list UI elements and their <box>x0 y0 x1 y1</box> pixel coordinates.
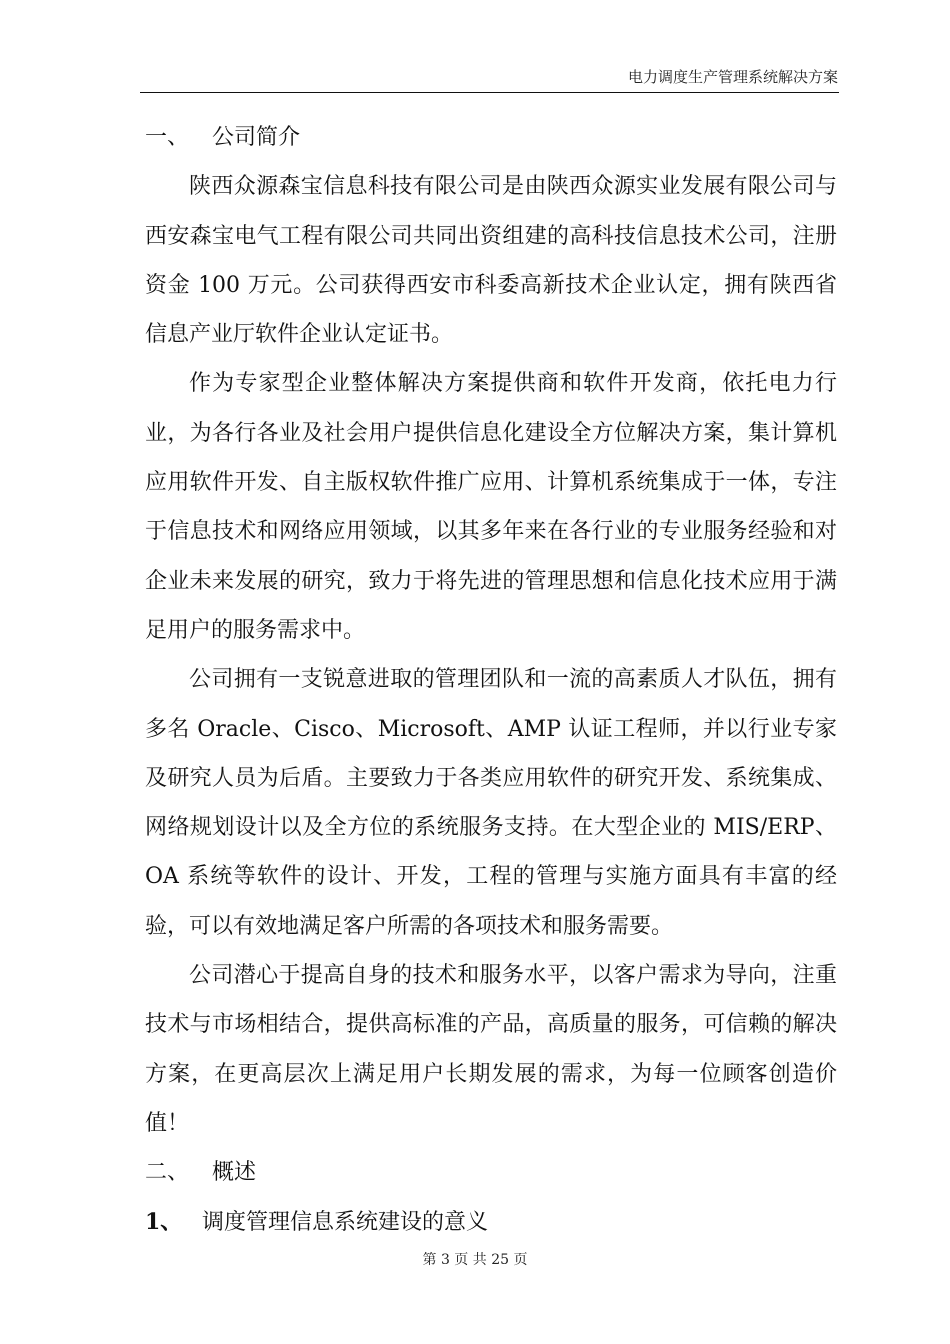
paragraph: 陕西众源森宝信息科技有限公司是由陕西众源实业发展有限公司与西安森宝电气工程有限公司共同出资组建的高科技信息技术公司，注册资金 100 万元。公司获得西安市科委高新技术企业认定，拥有陕西省信息产业厅软件企业认定证书。 <box>145 174 837 348</box>
paragraph: 公司拥有一支锐意进取的管理团队和一流的高素质人才队伍，拥有多名 Oracle、Cisco、Microsoft、AMP 认证工程师，并以行业专家及研究人员为后盾。主要致力于各类应用软件的研究开发、系统集成、网络规划设计以及全方位的系统服务支持。在大型企业的 MIS/ERP、OA 系统等软件的设计、开发，工程的管理与实施方面具有丰富的经验，可以有效地满足客户所需的各项技术和服务需要。 <box>145 667 837 939</box>
section-heading-1 <box>145 113 837 162</box>
section-number: 二、 <box>145 1160 190 1186</box>
paragraph: 公司潜心于提高自身的技术和服务水平，以客户需求为导向，注重技术与市场相结合，提供高标准的产品，高质量的服务，可信赖的解决方案，在更高层次上满足用户长期发展的需求，为每一位顾客创造价值！ <box>145 963 837 1136</box>
section-number: 一、 <box>145 125 190 150</box>
section-title: 概述 <box>212 1160 257 1186</box>
subsection-title: 调度管理信息系统建设的意义 <box>202 1209 489 1235</box>
header-title: 电力调度生产管理系统解决方案 <box>627 68 838 86</box>
header-divider <box>140 92 839 93</box>
section-heading-2 <box>145 1148 837 1197</box>
section-title: 公司简介 <box>212 125 301 150</box>
paragraph: 作为专家型企业整体解决方案提供商和软件开发商，依托电力行业，为各行各业及社会用户提供信息化建设全方位解决方案，集计算机应用软件开发、自主版权软件推广应用、计算机系统集成于一体，专注于信息技术和网络应用领域，以其多年来在各行业的专业服务经验和对企业未来发展的研究，致力于将先进的管理思想和信息化技术应用于满足用户的服务需求中。 <box>145 371 837 643</box>
subsection-heading-1 <box>145 1198 837 1247</box>
page-number: 第 3 页 共 25 页 <box>422 1252 528 1268</box>
document-body <box>145 113 837 1247</box>
subsection-number: 1、 <box>145 1208 183 1235</box>
